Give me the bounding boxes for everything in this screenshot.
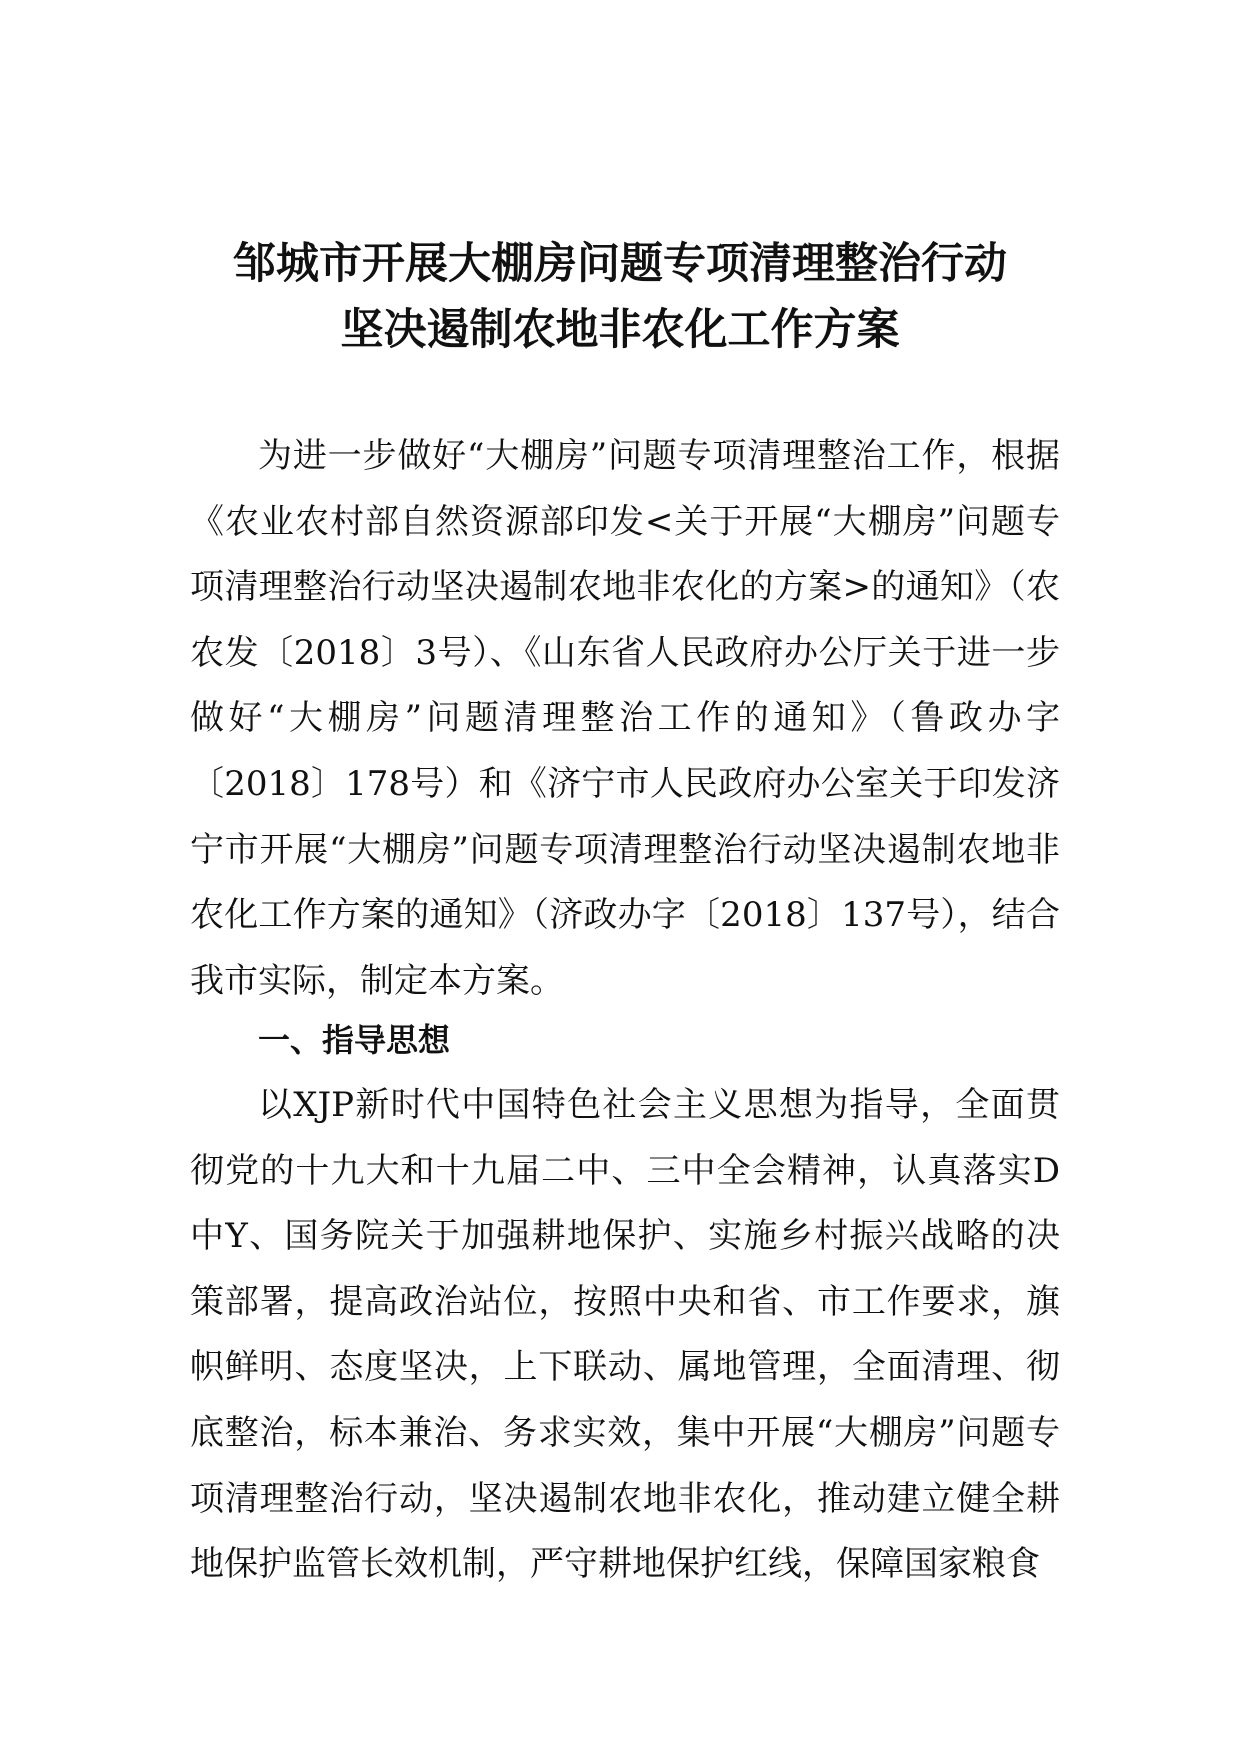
section-1-paragraph: 以XJP新时代中国特色社会主义思想为指导，全面贯彻党的十九大和十九届二中、三中全会精神，认真落实D中Y、国务院关于加强耕地保护、实施乡村振兴战略的决策部署，提高政治站位，按照中央和省、市工作要求，旗帜鲜明、态度坚决，上下联动、属地管理，全面清理、彻底整治，标本兼治、务求实效，集中开展“大棚房”问题专项清理整治行动，坚决遏制农地非农化，推动建立健全耕地保护监管长效机制，严守耕地保护红线，保障国家粮食: [190, 1085, 1060, 1585]
intro-paragraph-block: [190, 424, 1060, 1014]
document-title-line-1: 邹城市开展大棚房问题专项清理整治行动: [233, 239, 1007, 289]
document-title-line-2: 坚决遏制农地非农化工作方案: [340, 305, 900, 355]
section-1-paragraph-block: [190, 1073, 1060, 1598]
section-1-heading: 一、指导思想: [258, 1021, 451, 1059]
intro-paragraph: 为进一步做好“大棚房”问题专项清理整治工作，根据《农业农村部自然资源部印发<关于开展“大棚房”问题专项清理整治行动坚决遏制农地非农化的方案>的通知》（农农发〔2018〕3号）、《山东省人民政府办公厅关于进一步做好“大棚房”问题清理整治工作的通知》（鲁政办字〔2018〕178号）和《济宁市人民政府办公室关于印发济宁市开展“大棚房”问题专项清理整治行动坚决遏制农地非农化工作方案的通知》（济政办字〔2018〕137号），结合我市实际，制定本方案。: [190, 436, 1060, 1001]
